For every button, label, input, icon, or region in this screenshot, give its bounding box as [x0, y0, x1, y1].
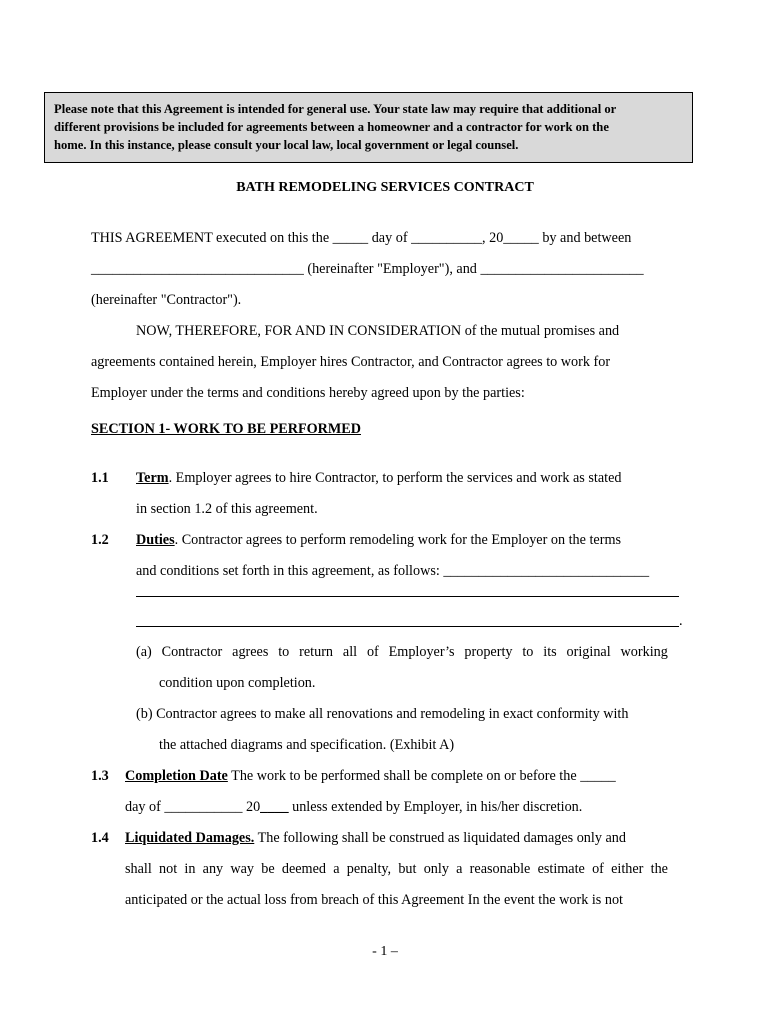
document-title: BATH REMODELING SERVICES CONTRACT [236, 180, 534, 195]
clause-1-4-line-2-word: be [261, 861, 275, 877]
general-use-notice [44, 92, 693, 163]
clause-1-4-line-2-word: deemed [281, 861, 326, 877]
clause-1-4-line-2-word: estimate [537, 861, 585, 877]
clause-1-4-text: The following shall be construed as liquidated damages only and [254, 830, 626, 846]
duties-item-a-word: working [620, 644, 668, 660]
intro-line-2: ______________________________ (hereinafter "Employer"), and _______________________ [91, 261, 644, 277]
consideration-line-1: NOW, THEREFORE, FOR AND IN CONSIDERATION of the mutual promises and [136, 323, 620, 339]
clause-1-1-line-2: in section 1.2 of this agreement. [136, 501, 318, 517]
duties-item-a-word: to [522, 644, 534, 660]
clause-1-4-line-2-word: shall [125, 861, 152, 877]
clause-1-2-text: . Contractor agrees to perform remodeling work for the Employer on the terms [174, 532, 621, 548]
clause-1-3-year-blank: ____ [260, 799, 289, 815]
clause-1-4-line-2-word: penalty, [346, 861, 392, 877]
clause-1-4-line-2-word: not [159, 861, 178, 877]
clause-1-3-text: The work to be performed shall be complete on or before the _____ [227, 768, 616, 784]
clause-1-4-line-2-word: any [202, 861, 224, 877]
duties-item-a-word: Contractor [161, 644, 223, 660]
duties-blank-line-1 [136, 596, 679, 597]
duties-item-a-word: agrees [232, 644, 269, 660]
consideration-line-2: agreements contained herein, Employer hires Contractor, and Contractor agrees to work for [91, 354, 611, 370]
duties-item-a-line-2: condition upon completion. [159, 675, 316, 691]
clause-1-2-line-1 [136, 531, 621, 549]
page-number: - 1 – [372, 944, 398, 959]
duties-item-a-word: original [566, 644, 611, 660]
clause-1-2-line-2: and conditions set forth in this agreement, as follows: _____________________________ [136, 563, 650, 579]
clause-1-4-line-3: anticipated or the actual loss from breach of this Agreement In the event the work is not [125, 892, 623, 908]
clause-1-4-line-2 [125, 860, 668, 878]
duties-item-a-word: (a) [136, 644, 152, 660]
clause-1-3-text-b: unless extended by Employer, in his/her discretion. [288, 799, 583, 815]
clause-1-4-line-2-word: way [230, 861, 254, 877]
clause-1-4-number: 1.4 [91, 830, 109, 846]
clause-1-4-line-2-word: of [592, 861, 604, 877]
duties-item-a-word: Employer’s [388, 644, 455, 660]
clause-1-4-line-2-word: the [650, 861, 668, 877]
intro-line-1: THIS AGREEMENT executed on this the _____ day of __________, 20_____ by and between [91, 230, 632, 246]
clause-1-3-line-1 [125, 767, 616, 785]
duties-blank-line-2 [136, 626, 679, 627]
clause-1-4-label: Liquidated Damages. [125, 830, 255, 846]
clause-1-1-line-1 [136, 469, 621, 487]
duties-item-a-word: return [299, 644, 334, 660]
clause-1-1-text: . Employer agrees to hire Contractor, to perform the services and work as stated [168, 470, 622, 486]
intro-line-3: (hereinafter "Contractor"). [91, 292, 242, 308]
clause-1-2-number: 1.2 [91, 532, 109, 548]
clause-1-3-label: Completion Date [125, 768, 228, 784]
clause-1-4-line-2-word: in [184, 861, 196, 877]
clause-1-4-line-2-word: either [611, 861, 644, 877]
duties-item-a-word: all [342, 644, 358, 660]
clause-1-3-text-a: day of ___________ 20 [125, 799, 261, 815]
notice-line-1: Please note that this Agreement is intended for general use. Your state law may require that additional or [54, 102, 617, 116]
clause-1-4-line-2-word: only [423, 861, 449, 877]
duties-item-a-line-1 [136, 643, 668, 661]
duties-item-b-line-2: the attached diagrams and specification. (Exhibit A) [159, 737, 455, 753]
clause-1-4-line-2-word: reasonable [469, 861, 531, 877]
duties-item-a-word: of [366, 644, 379, 660]
clause-1-4-line-2-word: a [456, 861, 463, 877]
section-1-heading: SECTION 1- WORK TO BE PERFORMED [91, 421, 361, 437]
duties-item-a-word: property [464, 644, 513, 660]
clause-1-1-number: 1.1 [91, 470, 109, 486]
duties-item-a-word: its [543, 644, 557, 660]
notice-line-3: home. In this instance, please consult your local law, local government or legal counsel. [54, 138, 519, 152]
clause-1-4-line-2-word: a [333, 861, 340, 877]
clause-1-3-line-2 [125, 798, 582, 816]
duties-item-a-word: to [278, 644, 290, 660]
duties-item-b-line-1: (b) Contractor agrees to make all renovations and remodeling in exact conformity with [136, 706, 629, 722]
clause-1-4-line-2-word: but [398, 861, 417, 877]
consideration-line-3: Employer under the terms and conditions hereby agreed upon by the parties: [91, 385, 525, 401]
duties-period: . [679, 613, 683, 629]
notice-line-2: different provisions be included for agreements between a homeowner and a contractor for work on the [54, 120, 609, 134]
clause-1-1-label: Term [136, 470, 169, 486]
clause-1-3-number: 1.3 [91, 768, 109, 784]
clause-1-2-label: Duties [136, 532, 175, 548]
clause-1-4-line-1 [125, 829, 626, 847]
